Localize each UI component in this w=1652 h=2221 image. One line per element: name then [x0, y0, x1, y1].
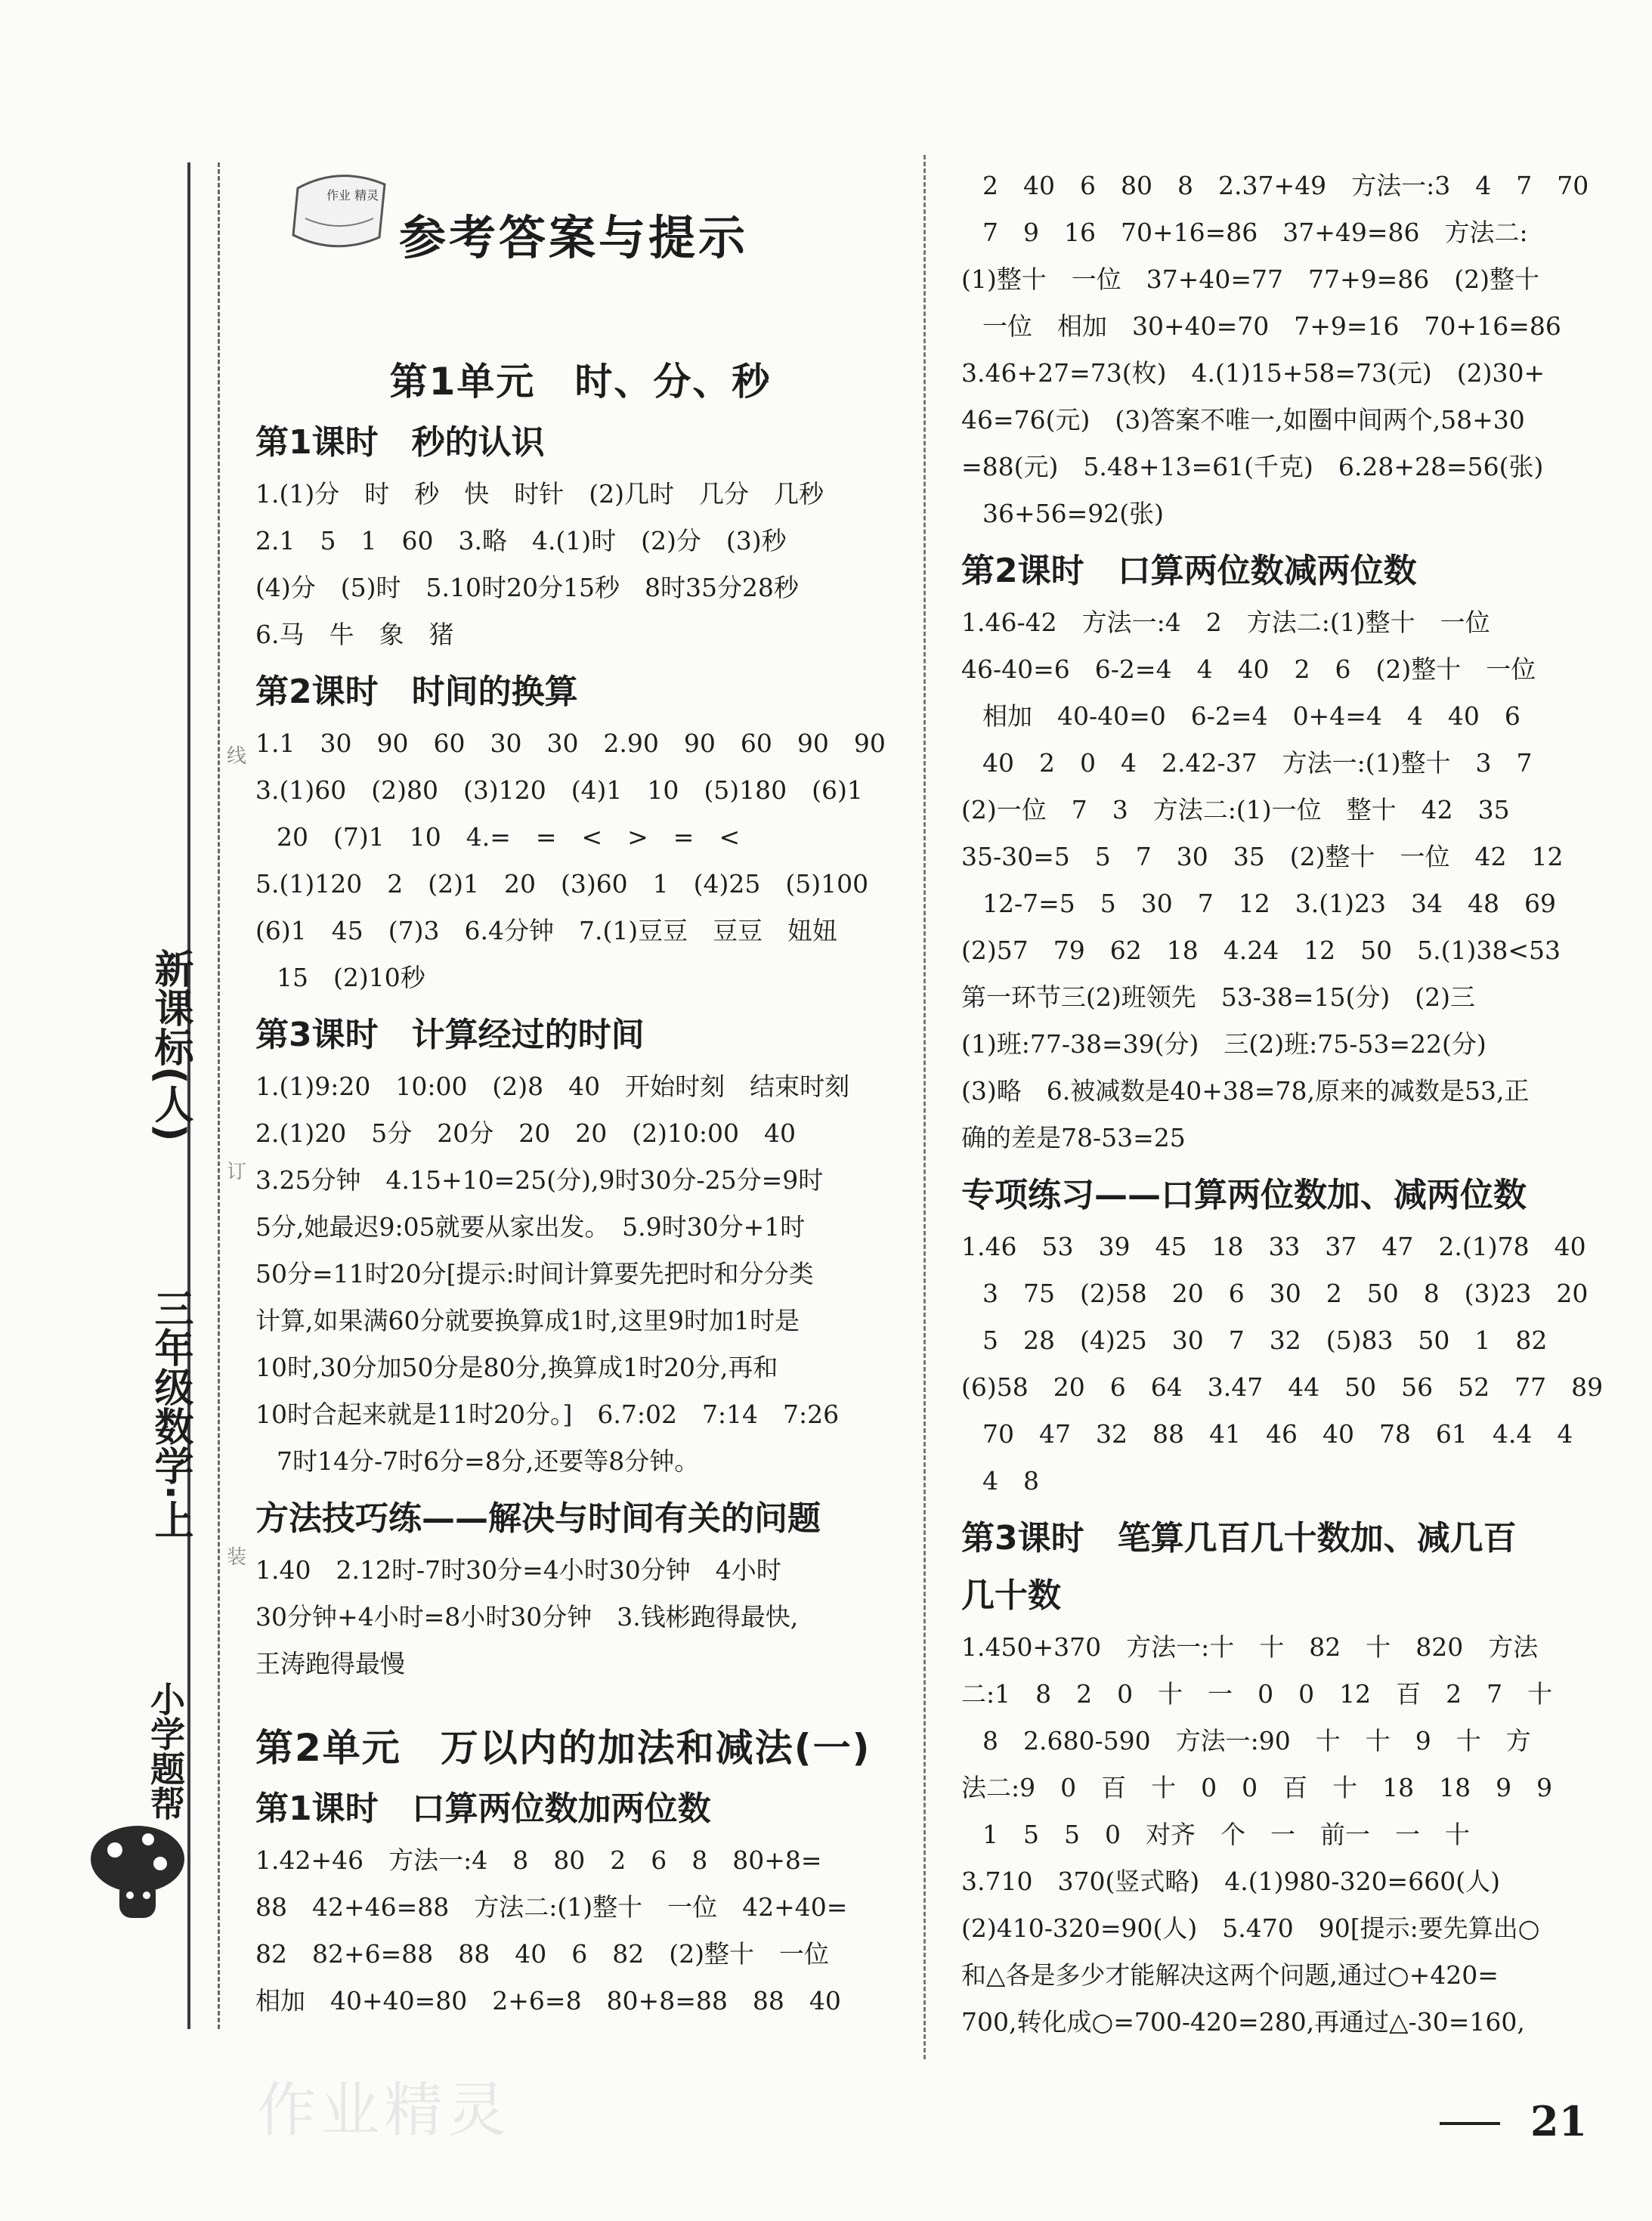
answer-line: 6.马 牛 象 猪	[255, 620, 454, 649]
binding-mark-xian: 线	[227, 745, 247, 768]
answer-line: 20 (7)1 10 4.= = < > = <	[277, 822, 741, 852]
answer-line: 70 47 32 88 41 46 40 78 61 4.4 4	[982, 1419, 1573, 1449]
answer-line: 46=76(元) (3)答案不唯一,如圈中间两个,58+30	[961, 405, 1525, 435]
answer-line: 7 9 16 70+16=86 37+49=86 方法二:	[982, 218, 1528, 247]
answer-line: 12-7=5 5 30 7 12 3.(1)23 34 48 69	[982, 889, 1556, 918]
lesson-heading: 第2课时 口算两位数减两位数	[961, 552, 1417, 590]
answer-line: 4 8	[982, 1466, 1039, 1496]
title-block	[255, 162, 905, 321]
answer-line: 3.46+27=73(枚) 4.(1)15+58=73(元) (2)30+	[961, 358, 1545, 388]
answer-line: 10时合起来就是11时20分。] 6.7:02 7:14 7:26	[255, 1400, 840, 1429]
spine-edition: 新课标(人)	[147, 948, 193, 1142]
right-answer-list	[961, 162, 1604, 2046]
answer-line: 1.40 2.12时-7时30分=4小时30分钟 4小时	[255, 1555, 781, 1585]
answer-line: 计算,如果满60分就要换算成1时,这里9时加1时是	[255, 1306, 800, 1335]
answer-line: 1.1 30 90 60 30 30 2.90 90 60 90 90	[255, 728, 886, 758]
answer-line: 1.46-42 方法一:4 2 方法二:(1)整十 一位	[961, 608, 1490, 637]
answer-line: 5.(1)120 2 (2)1 20 (3)60 1 (4)25 (5)100	[255, 869, 869, 899]
answer-line: 700,转化成○=700-420=280,再通过△-30=160,	[961, 2007, 1525, 2037]
answer-line: 15 (2)10秒	[277, 963, 425, 992]
page-number-dash	[1440, 2122, 1500, 2125]
answer-line: 30分钟+4小时=8小时30分钟 3.钱彬跑得最快,	[255, 1602, 799, 1632]
answer-line: 2.(1)20 5分 20分 20 20 (2)10:00 40	[255, 1118, 797, 1148]
answer-line: (6)58 20 6 64 3.47 44 50 56 52 77 89	[961, 1372, 1604, 1402]
lesson-heading: 第1课时 口算两位数加两位数	[255, 1789, 711, 1828]
answer-line: 和△各是多少才能解决这两个问题,通过○+420=	[961, 1960, 1499, 1990]
answer-line: 相加 40-40=0 6-2=4 0+4=4 4 40 6	[982, 701, 1521, 731]
left-column	[255, 162, 905, 2025]
answer-line: 8 2.680-590 方法一:90 十 十 9 十 方	[982, 1726, 1531, 1755]
answer-line: 王涛跑得最慢	[255, 1649, 405, 1678]
spine-grade: 三年级数学·上	[147, 1288, 193, 1539]
lesson-heading: 第3课时 计算经过的时间	[255, 1016, 645, 1054]
answer-line: 2 40 6 80 8 2.37+49 方法一:3 4 7 70	[982, 171, 1589, 200]
answer-line: 7时14分-7时6分=8分,还要等8分钟。	[277, 1446, 700, 1476]
answer-line: 第一环节三(2)班领先 53-38=15(分) (2)三	[961, 982, 1476, 1012]
answer-line: 确的差是78-53=25	[961, 1123, 1186, 1152]
lesson-heading: 第3课时 笔算几百几十数加、减几百	[961, 1519, 1517, 1557]
answer-line: 40 2 0 4 2.42-37 方法一:(1)整十 3 7	[982, 748, 1533, 778]
lesson-heading: 方法技巧练——解决与时间有关的问题	[255, 1499, 821, 1538]
answer-line: 1.(1)分 时 秒 快 时针 (2)几时 几分 几秒	[255, 479, 824, 509]
answer-line: (2)57 79 62 18 4.24 12 50 5.(1)38<53	[961, 936, 1561, 965]
answer-line: 3.25分钟 4.15+10=25(分),9时30分-25分=9时	[255, 1165, 824, 1195]
answer-line: (1)班:77-38=39(分) 三(2)班:75-53=22(分)	[961, 1029, 1486, 1059]
answer-line: 相加 40+40=80 2+6=8 80+8=88 88 40	[255, 1986, 841, 2015]
lesson-heading: 专项练习——口算两位数加、减两位数	[961, 1176, 1527, 1214]
badge-text: 作业 精灵	[326, 188, 379, 203]
answer-line: 82 82+6=88 88 40 6 82 (2)整十 一位	[255, 1939, 829, 1969]
answer-line: 35-30=5 5 7 30 35 (2)整十 一位 42 12	[961, 842, 1564, 871]
answer-line: =88(元) 5.48+13=61(千克) 6.28+28=56(张)	[961, 452, 1544, 481]
answer-line: (4)分 (5)时 5.10时20分15秒 8时35分28秒	[255, 573, 799, 602]
answer-line: 一位 相加 30+40=70 7+9=16 70+16=86	[982, 311, 1561, 341]
answer-line: 5 28 (4)25 30 7 32 (5)83 50 1 82	[982, 1325, 1548, 1355]
answer-line: 2.1 5 1 60 3.略 4.(1)时 (2)分 (3)秒	[255, 526, 787, 555]
binding-mark-ding: 订	[227, 1161, 247, 1183]
answer-line: (3)略 6.被减数是40+38=78,原来的减数是53,正	[961, 1076, 1530, 1106]
column-divider	[923, 155, 926, 2059]
answer-line: 1 5 5 0 对齐 个 一 前一 一 十	[982, 1820, 1470, 1849]
watermark: 作业精灵	[257, 2077, 512, 2145]
lesson-heading: 第2课时 时间的换算	[255, 673, 578, 711]
answer-line: 1.46 53 39 45 18 33 37 47 2.(1)78 40	[961, 1232, 1586, 1261]
spine-brand: 小学题帮	[145, 1681, 186, 1820]
answer-line: (2)410-320=90(人) 5.470 90[提示:要先算出○	[961, 1913, 1540, 1943]
answer-line: 法二:9 0 百 十 0 0 百 十 18 18 9 9	[961, 1773, 1553, 1802]
unit-heading: 第2单元 万以内的加法和减法(一)	[255, 1726, 871, 1770]
answer-line: (2)一位 7 3 方法二:(1)一位 整十 42 35	[961, 795, 1510, 824]
page-title: 参考答案与提示	[399, 210, 749, 265]
answer-line: 88 42+46=88 方法二:(1)整十 一位 42+40=	[255, 1892, 848, 1922]
answer-line: 1.42+46 方法一:4 8 80 2 6 8 80+8=	[255, 1845, 822, 1875]
binding-mark-zhuang: 装	[227, 1546, 247, 1569]
mushroom-mascot-icon	[85, 1814, 190, 1927]
homework-badge-icon	[283, 165, 396, 256]
lesson-heading: 几十数	[961, 1576, 1061, 1615]
answer-line: 1.(1)9:20 10:00 (2)8 40 开始时刻 结束时刻	[255, 1072, 850, 1101]
answer-line: 36+56=92(张)	[982, 499, 1165, 528]
lesson-heading: 第1课时 秒的认识	[255, 423, 545, 462]
page-number: 21	[1530, 2097, 1588, 2145]
answer-line: 3.(1)60 (2)80 (3)120 (4)1 10 (5)180 (6)1	[255, 775, 863, 805]
right-column	[961, 162, 1604, 2046]
answer-line: 3 75 (2)58 20 6 30 2 50 8 (3)23 20	[982, 1279, 1589, 1308]
answer-line: 5分,她最迟9:05就要从家出发。 5.9时30分+1时	[255, 1212, 806, 1242]
answer-line: 二:1 8 2 0 十 一 0 0 12 百 2 7 十	[961, 1679, 1553, 1709]
spine-dashed-line	[218, 162, 220, 2029]
answer-line: 46-40=6 6-2=4 4 40 2 6 (2)整十 一位	[961, 654, 1536, 684]
unit-heading: 第1单元 时、分、秒	[389, 360, 772, 404]
answer-line: (6)1 45 (7)3 6.4分钟 7.(1)豆豆 豆豆 妞妞	[255, 916, 838, 945]
answer-line: 50分=11时20分[提示:时间计算要先把时和分分类	[255, 1259, 814, 1288]
answer-line: 1.450+370 方法一:十 十 82 十 820 方法	[961, 1632, 1539, 1662]
answer-line: 3.710 370(竖式略) 4.(1)980-320=660(人)	[961, 1867, 1500, 1896]
left-answer-list	[255, 351, 905, 2025]
answer-line: (1)整十 一位 37+40=77 77+9=86 (2)整十	[961, 264, 1540, 294]
answer-line: 10时,30分加50分是80分,换算成1时20分,再和	[255, 1353, 778, 1382]
